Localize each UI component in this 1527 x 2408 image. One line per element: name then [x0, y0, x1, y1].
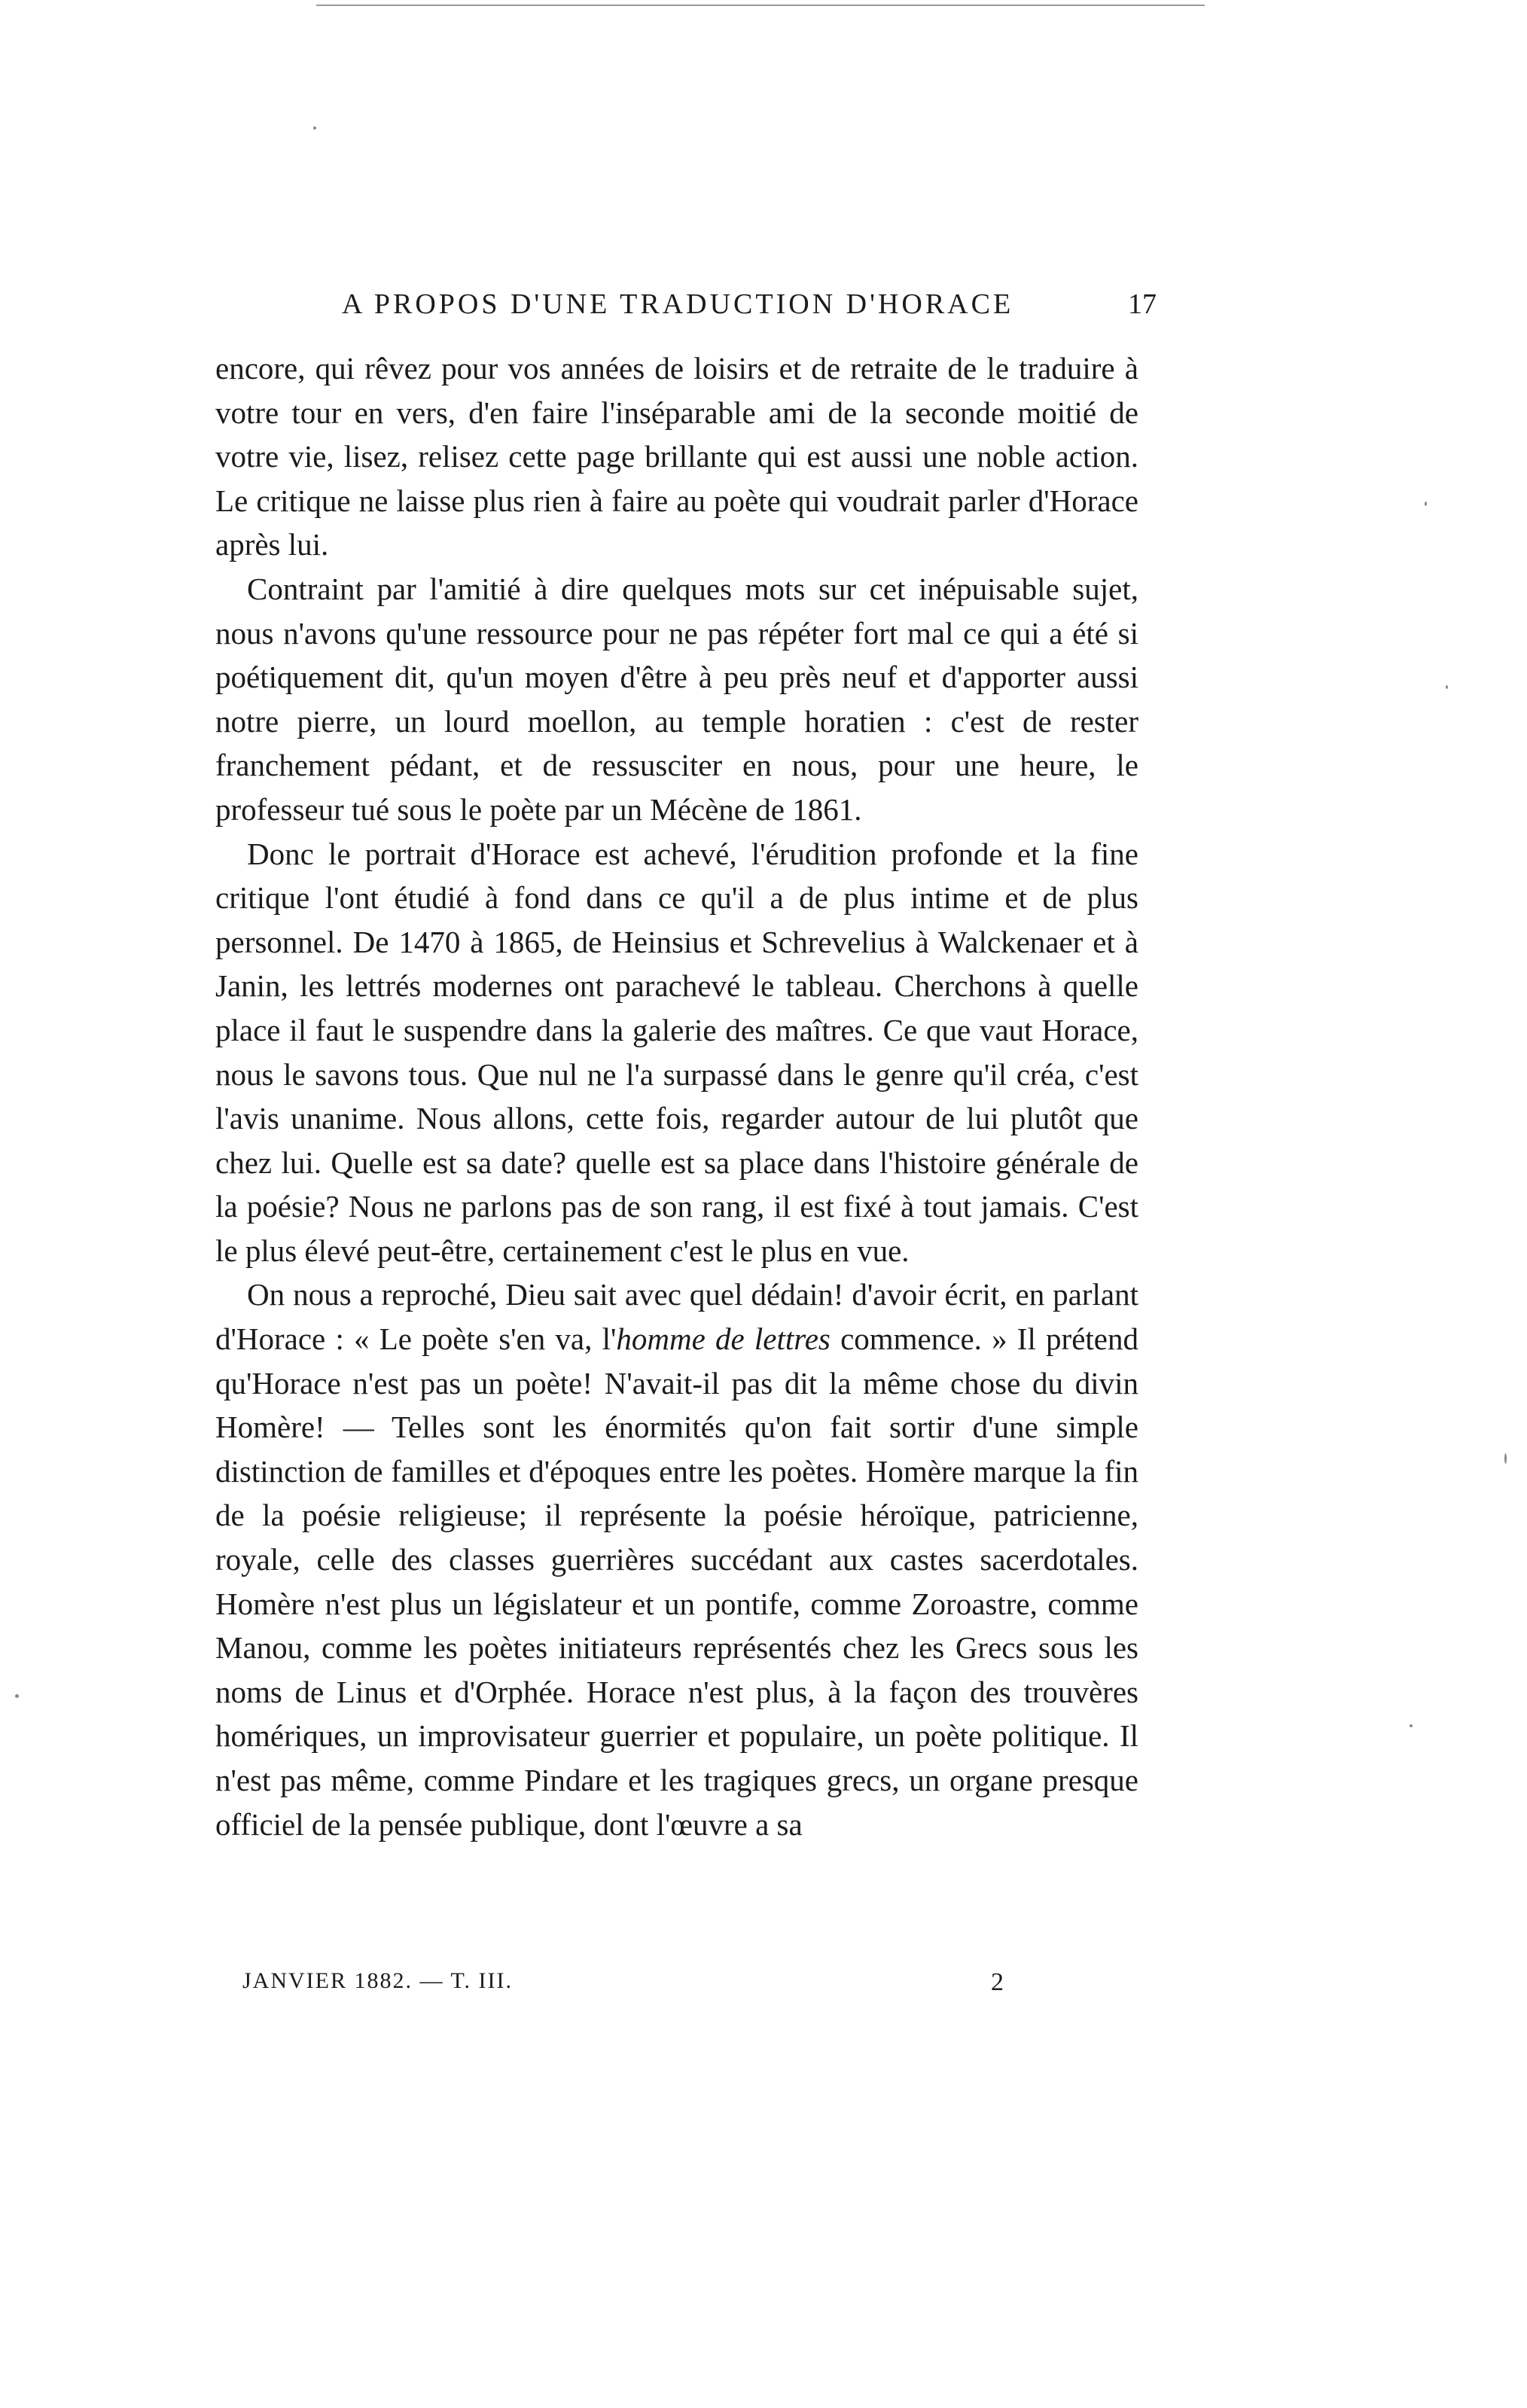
paragraph — [215, 1273, 1138, 1846]
running-title: A PROPOS D'UNE TRADUCTION D'HORACE — [342, 288, 1014, 320]
paragraph: Contraint par l'amitié à dire quelques mots sur cet inépuisable sujet, nous n'avons qu'une ressource pour ne pas répéter fort mal ce qui a été si poétiquement dit, qu'un moyen d'être à peu près neuf et d'apporter aussi notre pierre, un lourd moellon, au temple horatien : c'est de rester franchement pédant, et de ressusciter en nous, pour une heure, le professeur tué sous le poète par un Mécène de 1861. — [215, 571, 1138, 827]
scan-top-edge — [316, 5, 1205, 6]
signature-mark: JANVIER 1882. — T. III. — [242, 1968, 514, 1993]
scan-speck — [1425, 501, 1427, 506]
scan-speck — [1446, 685, 1448, 689]
paragraph-text: On nous a reproché, Dieu sait avec quel dédain! d'avoir écrit, en parlant d'Horace : « Le poète s'en va, l' — [215, 1277, 1138, 1357]
italic-phrase: homme de lettres — [616, 1321, 831, 1357]
paragraph-text: commence. » Il prétend qu'Horace n'est pas un poète! N'avait-il pas dit la même chose du divin Homère! — Telles sont les énormités qu'on fait sortir d'une simple distinction de familles et d'époques entre les poètes. Homère marque la fin de la poésie religieuse; il représente la poésie héroïque, patricienne, royale, celle des classes guerrières succédant aux castes sacerdotales. Homère n'est plus un législateur et un pontife, comme Zoroastre, comme Manou, comme les poètes initiateurs représentés chez les Grecs sous les noms de Linus et d'Orphée. Horace n'est plus, à la façon des trouvères homériques, un improvisateur guerrier et populaire, un poète politique. Il n'est pas même, comme Pindare et les tragiques grecs, un organe presque officiel de la pensée publique, dont l'œuvre a sa — [215, 1321, 1138, 1842]
body-text — [215, 346, 1138, 1846]
running-header — [215, 288, 1157, 333]
signature-line — [215, 1968, 1138, 2006]
signature-number: 2 — [991, 1968, 1004, 1996]
scan-speck — [1504, 1453, 1507, 1464]
scan-speck — [313, 126, 316, 130]
scan-speck — [15, 1694, 19, 1698]
scan-speck — [1410, 1724, 1413, 1727]
paragraph: encore, qui rêvez pour vos années de loisirs et de retraite de le traduire à votre tour en vers, d'en faire l'inséparable ami de la seconde moitié de votre vie, lisez, relisez cette page brillante qui est aussi une noble action. Le critique ne laisse plus rien à faire au poète qui voudrait parler d'Horace après lui. — [215, 351, 1138, 562]
paragraph: Donc le portrait d'Horace est achevé, l'érudition profonde et la fine critique l'ont étudié à fond dans ce qu'il a de plus intime et de plus personnel. De 1470 à 1865, de Heinsius et Schrevelius à Walckenaer et à Janin, les lettrés modernes ont parachevé le tableau. Cherchons à quelle place il faut le suspendre dans la galerie des maîtres. Ce que vaut Horace, nous le savons tous. Que nul ne l'a surpassé dans le genre qu'il créa, c'est l'avis unanime. Nous allons, cette fois, regarder autour de lui plutôt que chez lui. Quelle est sa date? quelle est sa place dans l'histoire générale de la poésie? Nous ne parlons pas de son rang, il est fixé à tout jamais. C'est le plus élevé peut-être, certainement c'est le plus en vue. — [215, 836, 1138, 1268]
page-number: 17 — [1128, 288, 1157, 320]
